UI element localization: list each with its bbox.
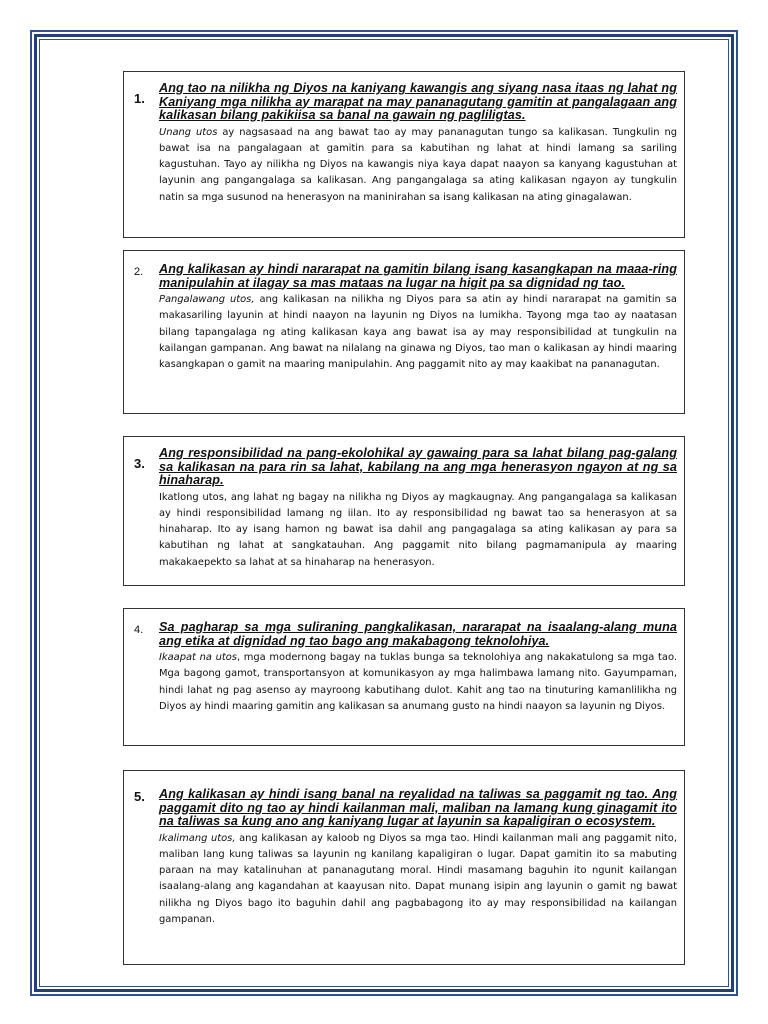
commandment-box-4 [123,608,685,746]
commandment-body-text: ay nagsasaad na ang bawat tao ay may pananagutan tungo sa kalikasan. Tungkulin ng bawat isa na pangalagaan at gamitin para sa kabutihan ng lahat at hindi lamang sa sariling kagustuhan. Tayo ay nilikha ng Diyos na kawangis niya kaya dapat naayon sa kanyang kagustuhan at layunin ang pangangalaga sa kalikasan. Ang pangangalaga sa ating kalikasan ngayon ay tungkulin natin sa mga susunod na henerasyon na maninirahan sa isang kalikasan na ating ginagalawan. [159,126,677,203]
commandment-body [159,831,677,929]
commandment-body [159,125,677,206]
commandment-body-text: Ikatlong utos, ang lahat ng bagay na nilikha ng Diyos ay magkaugnay. Ang pangangalaga sa kalikasan ay hindi responsibilidad lamang ng iilan. Ito ay responsibilidad ng bawat tao sa henerasyon at sa hinaharap. Ito ay isang hamon ng bawat isa dahil ang pangagalaga sa ating kalikasan ay para sa kabutihan ng lahat at sangkatauhan. Ang paggamit nito bilang pagmamanipula ay maaring makakaepekto sa lahat at sa hinaharap na henerasyon. [159,491,677,568]
commandment-body-text: ang kalikasan ay kaloob ng Diyos sa mga tao. Hindi kailanman mali ang paggamit nito, maliban lang kung taliwas sa layunin ng kanilang kapaligiran o lugar. Dapat gamitin ito sa mabuting paraan na may katalinuhan at pananagutang moral. Hindi masamang baguhin ito ngunit kailangan isaalang-alang ang kagandahan at kaayusan nito. Dapat munang isipin ang layunin o gamit ng bawat nilikha ng Diyos bago ito baguhin dahil ang pagbabagong ito ay may responsibilidad na kailangan gampanan. [159,832,677,925]
commandment-number: 2. [134,266,144,278]
commandment-lead: Ikaapat na utos [159,652,237,663]
commandment-lead: Ikalimang utos, [159,832,236,844]
commandment-body [159,650,677,715]
commandment-body-text: , mga modernong bagay na tuklas bunga sa teknolohiya ang nakakatulong sa mga tao. Mga bagong gamot, transportansyon at komunikasyon ay mga halimbawa lamang nito. Gayumpaman, hindi lahat ng pag asenso ay mayroong kabutihang dulot. Kahit ang tao na tinuturing kamanlilikha ng Diyos ay hindi maaring gamitin ang kalikasan sa anumang gusto na hindi naayon sa layunin ng Diyos. [159,652,677,712]
commandment-lead: Unang utos [159,126,218,138]
commandment-heading: Ang kalikasan ay hindi isang banal na reyalidad na taliwas sa paggamit ng tao. Ang paggamit dito ng tao ay hindi kailanman mali, maliban na lamang kung ginagamit ito na taliwas sa kung ano ang kaniyang lugar at layunin sa kapaligiran o ecosystem. [159,787,677,828]
commandment-number: 5. [134,789,145,804]
commandment-number: 4. [134,624,144,636]
commandment-number: 3. [134,456,145,471]
commandment-box-1 [123,71,685,238]
commandment-box-3 [123,436,685,586]
commandment-heading: Sa pagharap sa mga suliraning pangkalikasan, nararapat na isaalang-alang muna ang etika at dignidad ng tao bago ang makabagong teknolohiya. [159,620,677,648]
commandment-heading: Ang kalikasan ay hindi nararapat na gamitin bilang isang kasangkapan na maaa-ring manipulahin at ilagay sa mas mataas na lugar na higit pa sa dignidad ng tao. [159,262,677,290]
commandment-box-2 [123,250,685,414]
commandment-body [159,292,677,373]
commandment-heading: Ang responsibilidad na pang-ekolohikal ay gawaing para sa lahat bilang pag-galang sa kalikasan na para rin sa lahat, kabilang na ang mga henerasyon ngayon at ng sa hinaharap. [159,446,677,487]
commandment-box-5 [123,770,685,965]
commandment-body-text: ang kalikasan na nilikha ng Diyos para sa atin ay hindi nararapat na gamitin sa makasariling layunin at hindi naayon na layunin ng Diyos na lumikha. Tayong mga tao ay naatasan bilang tapangalaga ng ating kalikasan kaya ang bawat isa ay may responsibilidad at tungkulin na kailangan gampanan. Ang bawat na nilalang na ginawa ng Diyos, tao man o kalikasan ay hindi maaring kasangkapan o gamit na maaring manipulahin. Ang paggamit nito ay may kaakibat na pananagutan. [159,294,677,371]
commandment-body [159,490,677,571]
commandment-lead: Pangalawang utos, [159,294,255,305]
commandment-number: 1. [134,91,145,106]
commandment-heading: Ang tao na nilikha ng Diyos na kaniyang kawangis ang siyang nasa itaas ng lahat ng Kaniyang mga nilikha ay marapat na may pananagutang gamitin at pangalagaan ang kalikasan bilang pakikiisa sa banal na gawain ng pagliligtas. [159,81,677,122]
